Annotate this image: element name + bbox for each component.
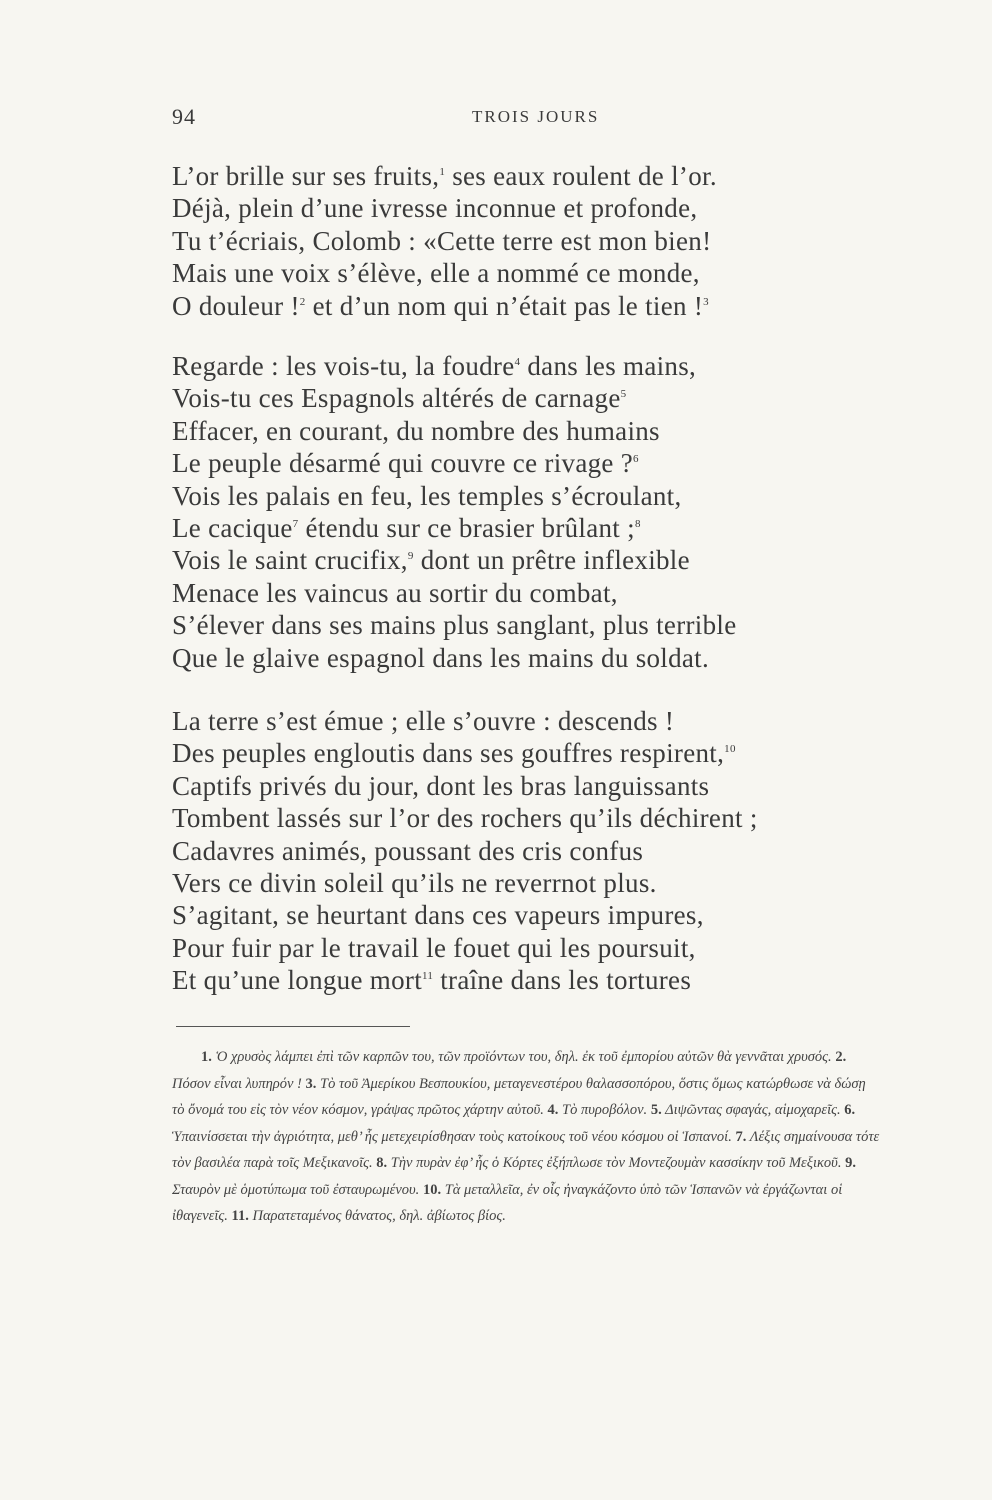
- verse-text: Que le glaive espagnol dans les mains du soldat.: [172, 642, 710, 673]
- footnote-rule: [176, 1026, 410, 1027]
- footnote-marker: 11: [422, 970, 434, 983]
- verse-line: [172, 932, 758, 964]
- verse-text: Des peuples engloutis dans ses gouffres respirent,: [172, 738, 725, 769]
- verse-text: Déjà, plein d’une ivresse inconnue et profonde,: [172, 193, 698, 224]
- footnote-text: Διψῶντας σφαγάς, αἱμοχαρεῖς.: [665, 1102, 841, 1118]
- verse-line: [172, 737, 758, 769]
- verse-text: dans les mains,: [520, 351, 697, 381]
- footnote-text: Τὴν πυρὰν ἐφ’ ἧς ὁ Κόρτες ἐξήπλωσε τὸν Μοντεζουμὰν κασσίκην τοῦ Μεξικοῦ.: [390, 1155, 842, 1171]
- verse-line: [172, 447, 737, 479]
- verse-text: traîne dans les tortures: [433, 965, 692, 996]
- footnote-marker: 2: [299, 295, 306, 308]
- verse-line: [172, 609, 737, 641]
- stanza-1: [172, 160, 717, 322]
- footnote-text: Παρατεταμένος θάνατος, δηλ. ἀβίωτος βίος.: [252, 1208, 506, 1224]
- footnote-number: 9.: [845, 1155, 856, 1171]
- verse-text: Cadavres animés, poussant des cris confus: [172, 835, 644, 866]
- verse-line: [172, 257, 717, 289]
- verse-text: Le cacique: [172, 513, 293, 544]
- verse-line: [172, 415, 737, 447]
- footnote-marker: 10: [724, 743, 736, 756]
- verse-text: et d’un nom qui n’était pas le tien !: [305, 290, 704, 321]
- verse-line: [172, 350, 737, 382]
- verse-text: Le peuple désarmé qui couvre ce rivage ?: [172, 448, 634, 479]
- verse-text: Et qu’une longue mort: [172, 965, 422, 996]
- verse-line: [172, 899, 758, 931]
- verse-text: S’agitant, se heurtant dans ces vapeurs impures,: [172, 900, 704, 931]
- stanza-2: [172, 350, 737, 674]
- footnote-marker: 5: [620, 388, 627, 401]
- verse-line: [172, 382, 737, 414]
- footnote-number: 5.: [650, 1102, 662, 1118]
- verse-text: Vois les palais en feu, les temples s’écroulant,: [172, 480, 682, 511]
- footnote-text: Λέξις σημαίνουσα τότε τὸν βασιλέα παρὰ τοῖς Μεξικανοῖς.: [172, 1128, 880, 1171]
- verse-line: [172, 802, 758, 834]
- verse-text: Mais une voix s’élève, elle a nommé ce monde,: [172, 258, 700, 289]
- footnote-marker: 1: [439, 166, 446, 178]
- verse-line: [172, 160, 717, 192]
- footnote-text: Τὸ τοῦ Ἀμερίκου Βεσπουκίου, μεταγενεστέρου θαλασσοπόρου, ὅστις ὅμως κατώρθωσε νὰ δώσῃ τὸ ὄνομά του εἰς τὸν νέον κόσμον, γράψας πρῶτος χάρτην αὐτοῦ.: [172, 1075, 866, 1118]
- verse-text: Regarde : les vois-tu, la foudre: [172, 351, 515, 381]
- verse-text: O douleur !: [172, 290, 300, 321]
- verse-text: Captifs privés du jour, dont les bras languissants: [172, 770, 710, 801]
- verse-text: étendu sur ce brasier brûlant ;: [298, 513, 635, 544]
- verse-line: [172, 512, 737, 544]
- verse-line: [172, 642, 737, 674]
- footnote-marker: 3: [703, 295, 709, 308]
- verse-text: Menace les vaincus au sortir du combat,: [172, 577, 618, 608]
- verse-line: [172, 705, 758, 737]
- footnote-number: 10.: [422, 1181, 442, 1198]
- footnote-text: Τὸ πυροβόλον.: [562, 1102, 648, 1118]
- footnote-number: 4.: [547, 1102, 559, 1118]
- verse-text: Tu t’écriais, Colomb : «Cette terre est mon bien!: [172, 225, 712, 256]
- verse-text: Pour fuir par le travail le fouet qui les poursuit,: [172, 932, 696, 963]
- verse-line: [172, 577, 737, 609]
- footnote-number: 11.: [231, 1208, 249, 1224]
- verse-text: Vois-tu ces Espagnols altérés de carnage: [172, 383, 621, 414]
- verse-text: La terre s’est émue ; elle s’ouvre : descends !: [172, 706, 675, 736]
- verse-line: [172, 192, 717, 224]
- footnote-marker: 4: [514, 356, 521, 368]
- footnote-text: Ὑπαινίσσεται τὴν ἀγριότητα, μεθ’ ἧς μετεχειρίσθησαν τοὺς κατοίκους τοῦ νέου κόσμου οἱ Ἱσπανοί.: [172, 1128, 732, 1145]
- footnote-text: Ὁ χρυσὸς λάμπει ἐπὶ τῶν καρπῶν του, τῶν προϊόντων του, δηλ. ἐκ τοῦ ἐμπορίου αὐτῶν θὰ γεννᾶται χρυσός.: [215, 1049, 832, 1065]
- verse-text: L’or brille sur ses fruits,: [172, 161, 440, 191]
- verse-line: [172, 480, 737, 512]
- verse-text: Vers ce divin soleil qu’ils ne reverrnot plus.: [172, 868, 657, 899]
- verse-line: [172, 225, 717, 257]
- verse-line: [172, 867, 758, 899]
- footnote-text: Σταυρὸν μὲ ὁμοτύπωμα τοῦ ἐσταυρωμένου.: [172, 1181, 420, 1198]
- footnote-number: 6.: [844, 1102, 856, 1118]
- running-title: TROIS JOURS: [472, 107, 600, 126]
- footnote-number: 7.: [735, 1128, 747, 1145]
- footnote-number: 8.: [376, 1155, 388, 1171]
- verse-text: dont un prêtre inflexible: [413, 545, 690, 576]
- verse-text: Tombent lassés sur l’or des rochers qu’ils déchirent ;: [172, 803, 758, 834]
- footnote-text: Πόσον εἶναι λυπηρόν !: [172, 1075, 302, 1092]
- verse-text: S’élever dans ses mains plus sanglant, plus terrible: [172, 610, 737, 641]
- page-number: 94: [172, 104, 196, 129]
- footnote-number: 3.: [305, 1075, 317, 1092]
- verse-line: [172, 544, 737, 576]
- verse-line: [172, 835, 758, 867]
- footnotes: [172, 1044, 880, 1230]
- stanza-3: [172, 705, 758, 997]
- footnote-marker: 7: [292, 518, 299, 531]
- verse-text: Vois le saint crucifix,: [172, 545, 408, 576]
- verse-line: [172, 770, 758, 802]
- footnote-text: Τὰ μεταλλεῖα, ἐν οἷς ἠναγκάζοντο ὑπὸ τῶν Ἱσπανῶν νὰ ἐργάζωνται οἱ ἰθαγενεῖς.: [172, 1181, 843, 1224]
- footnote-marker: 8: [634, 518, 641, 531]
- footnote-marker: 9: [407, 550, 414, 563]
- footnote-number: 1.: [201, 1049, 212, 1065]
- footnote-number: 2.: [835, 1049, 847, 1065]
- verse-text: ses eaux roulent de l’or.: [445, 161, 717, 191]
- footnote-marker: 6: [633, 453, 639, 466]
- verse-line: [172, 290, 717, 322]
- verse-line: [172, 964, 758, 996]
- verse-text: Effacer, en courant, du nombre des humains: [172, 415, 660, 446]
